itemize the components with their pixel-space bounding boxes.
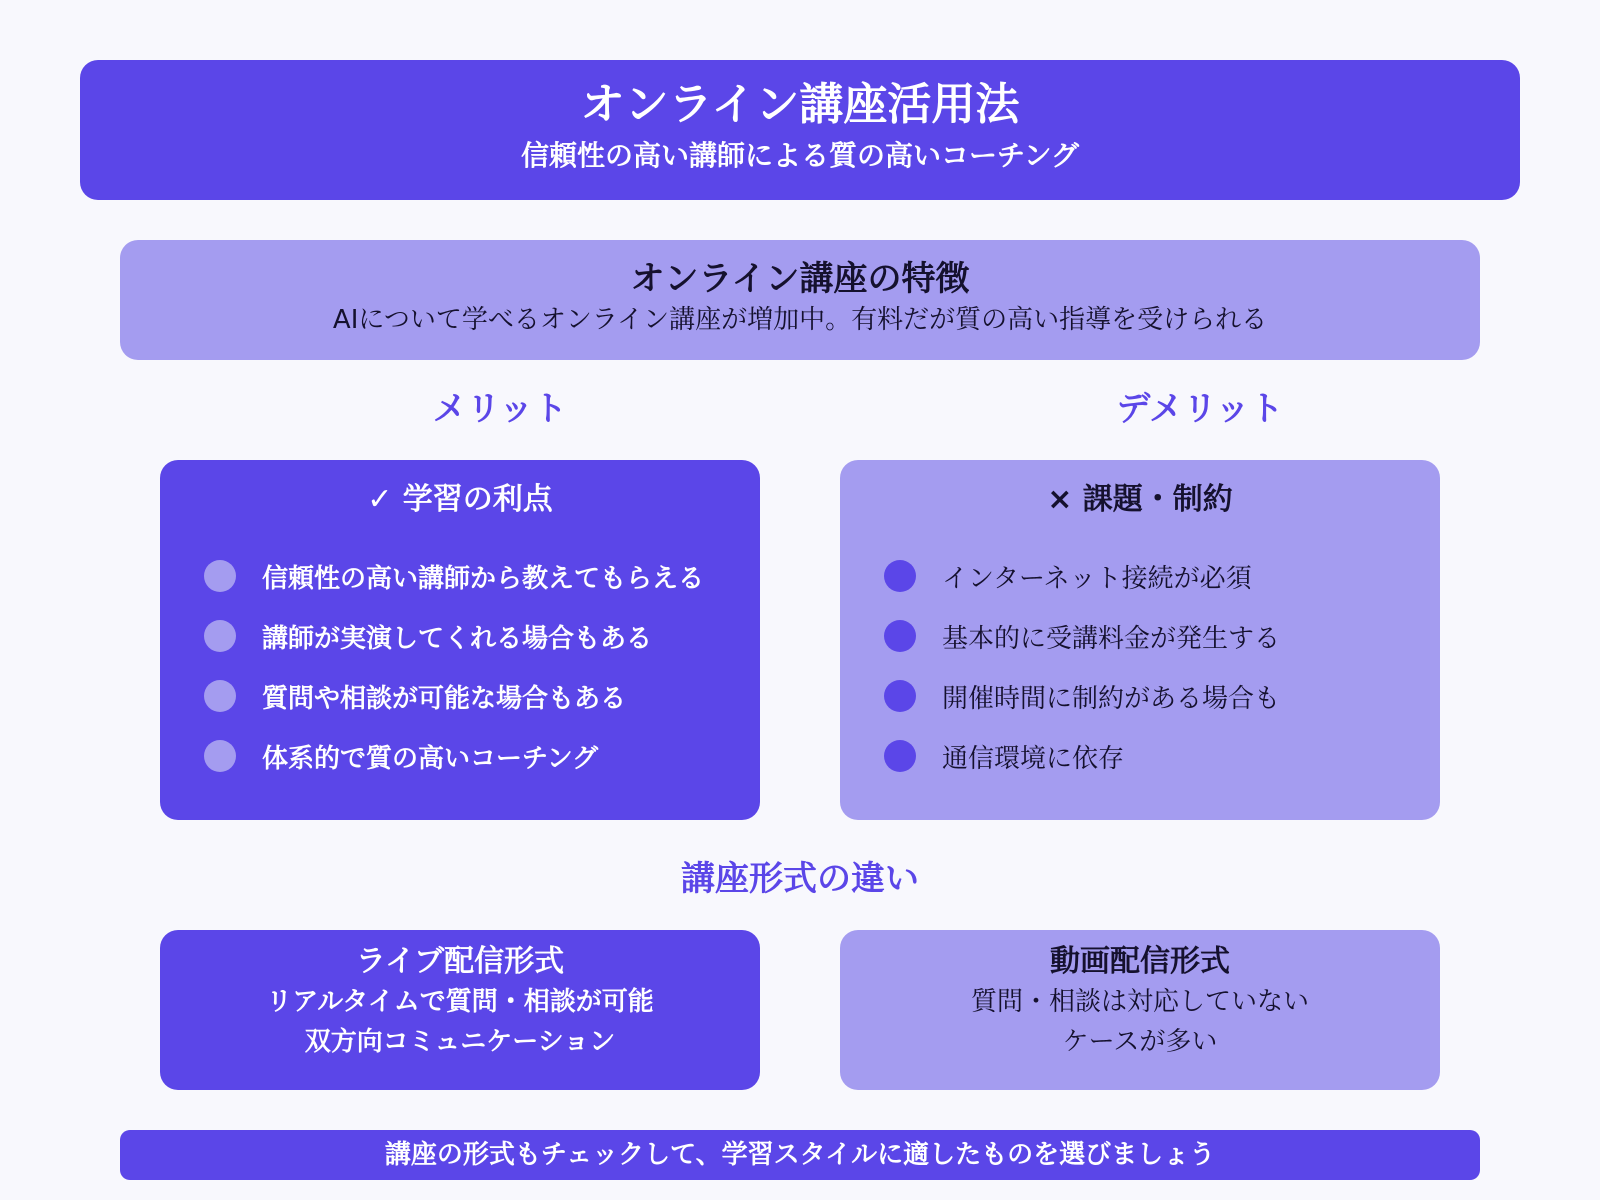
live-format-line: リアルタイムで質問・相談が可能 <box>266 987 654 1017</box>
bullet-icon <box>884 620 916 652</box>
bullet-icon <box>204 680 236 712</box>
merit-item-text: 信頼性の高い講師から教えてもらえる <box>262 563 705 594</box>
video-format-line: 質問・相談は対応していない <box>970 987 1309 1017</box>
video-format-line: ケースが多い <box>1062 1027 1218 1057</box>
merit-card-title: ✓ 学習の利点 <box>367 482 553 517</box>
footer-banner <box>120 1130 1480 1180</box>
merit-heading: メリット <box>432 389 568 429</box>
merit-card <box>160 460 760 820</box>
merit-item-text: 質問や相談が可能な場合もある <box>262 683 627 714</box>
demerit-card-title: × 課題・制約 <box>1047 482 1233 517</box>
format-heading: 講座形式の違い <box>681 859 919 899</box>
features-box <box>120 240 1480 360</box>
page-title: オンライン講座活用法 <box>580 79 1020 130</box>
merit-item-text: 講師が実演してくれる場合もある <box>262 623 653 654</box>
list-item <box>840 726 1440 786</box>
list-item <box>160 546 760 606</box>
demerit-item-text: 通信環境に依存 <box>942 743 1125 774</box>
bullet-icon <box>884 680 916 712</box>
footer-text: 講座の形式もチェックして、学習スタイルに適したものを選びましょう <box>384 1140 1216 1170</box>
bullet-icon <box>204 560 236 592</box>
live-format-title: ライブ配信形式 <box>355 944 565 979</box>
list-item <box>160 606 760 666</box>
video-format-title: 動画配信形式 <box>1050 944 1230 979</box>
demerit-list <box>840 546 1440 786</box>
features-title: オンライン講座の特徴 <box>630 259 970 299</box>
merit-item-text: 体系的で質の高いコーチング <box>262 743 599 774</box>
bullet-icon <box>884 560 916 592</box>
list-item <box>840 546 1440 606</box>
video-format-card <box>840 930 1440 1090</box>
features-description: AIについて学べるオンライン講座が増加中。有料だが質の高い指導を受けられる <box>332 305 1268 335</box>
live-format-card <box>160 930 760 1090</box>
demerit-item-text: インターネット接続が必須 <box>942 563 1252 594</box>
demerit-heading: デメリット <box>1116 389 1284 429</box>
page-subtitle: 信頼性の高い講師による質の高いコーチング <box>520 139 1080 172</box>
list-item <box>840 666 1440 726</box>
list-item <box>160 666 760 726</box>
list-item <box>160 726 760 786</box>
demerit-card <box>840 460 1440 820</box>
header-banner <box>80 60 1520 200</box>
bullet-icon <box>204 740 236 772</box>
bullet-icon <box>884 740 916 772</box>
bullet-icon <box>204 620 236 652</box>
demerit-item-text: 基本的に受講料金が発生する <box>942 623 1281 654</box>
demerit-item-text: 開催時間に制約がある場合も <box>942 683 1281 714</box>
live-format-line: 双方向コミュニケーション <box>304 1027 616 1057</box>
merit-list <box>160 546 760 786</box>
list-item <box>840 606 1440 666</box>
